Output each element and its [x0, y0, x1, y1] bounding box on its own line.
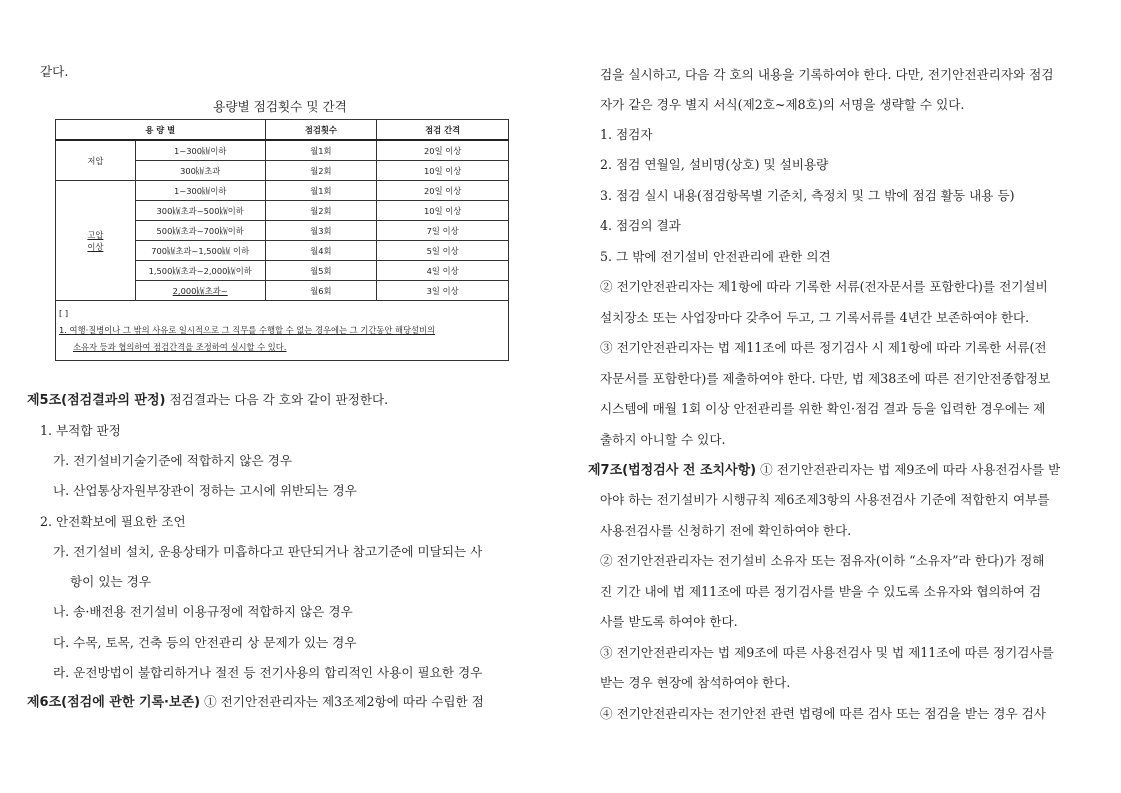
note-bracket: [ ]	[59, 308, 69, 318]
list-item: 4. 점검의 결과	[600, 218, 681, 233]
group-name-line1: 고압	[87, 229, 104, 240]
capacity-cell: 700㎾초과~1,500㎾ 이하	[135, 241, 265, 261]
capacity-cell: 300㎾초과	[135, 161, 265, 181]
list-item: 나. 송·배전용 전기설비 이용규정에 적합하지 않은 경우	[53, 604, 353, 619]
list-item: 가. 전기설비기술기준에 적합하지 않은 경우	[53, 453, 292, 468]
table-row	[56, 140, 509, 161]
list-item: 가. 전기설비 설치, 운용상태가 미흡하다고 판단되거나 참고기준에 미달되는 사	[53, 544, 483, 559]
capacity-cell: 1,500㎾초과~2,000㎾이하	[135, 261, 265, 281]
paragraph-line: 시스템에 매월 1회 이상 안전관리를 위한 확인·점검 결과 등을 입력한 경우에는 제	[600, 401, 1046, 416]
count-cell: 월1회	[265, 181, 377, 201]
interval-cell: 10일 이상	[377, 161, 509, 181]
paragraph-line: ③ 전기안전관리자는 법 제11조에 따른 정기검사 시 제1항에 따라 기록한 서류(전	[600, 340, 1047, 355]
list-item: 3. 점검 실시 내용(점검항목별 기준치, 측정치 및 그 밖에 점검 활동 내용 등)	[600, 188, 1015, 203]
list-item: 라. 운전방법이 불합리하거나 절전 등 전기사용의 합리적인 사용이 필요한 경우	[53, 665, 483, 680]
table-row	[56, 181, 509, 201]
note-line1: 1. 여행·질병이나 그 밖의 사유로 일시적으로 그 직무를 수행할 수 없는 경우에는 그 기간동안 해당설비의	[59, 325, 436, 335]
group-name-line2: 이상	[87, 241, 104, 252]
article-6	[27, 694, 484, 711]
paragraph-line: 사를 받도록 하여야 한다.	[600, 614, 738, 629]
paragraph-line: ② 전기안전관리자는 전기설비 소유자 또는 점유자(이하 “소유자”라 한다)가 정해	[600, 553, 1045, 568]
inspection-table	[55, 119, 509, 361]
continuation-text: 같다.	[40, 64, 69, 79]
paragraph-line: ④ 전기안전관리자는 전기안전 관련 법령에 따른 검사 또는 점검을 받는 경우 검사	[600, 706, 1046, 721]
group-high-voltage	[56, 181, 136, 301]
list-item: 2. 안전확보에 필요한 조언	[40, 514, 186, 529]
count-cell: 월2회	[265, 201, 377, 221]
article-5-title: 제5조(점검결과의 판정)	[27, 393, 166, 408]
header-capacity: 용 량 별	[56, 120, 266, 141]
capacity-cell: 500㎾초과~700㎾이하	[135, 221, 265, 241]
article-5	[27, 392, 388, 409]
paragraph-line: 사용전검사를 신청하기 전에 확인하여야 한다.	[600, 523, 852, 538]
table-note	[56, 301, 509, 361]
table-title: 용량별 점검횟수 및 간격	[213, 99, 347, 114]
capacity-cell: 1~300㎾이하	[135, 140, 265, 161]
article-5-lead: 점검결과는 다음 각 호와 같이 판정한다.	[165, 392, 389, 407]
article-7-lead: ① 전기안전관리자는 법 제9조에 따라 사용전검사를 받	[756, 462, 1061, 477]
interval-cell: 10일 이상	[377, 201, 509, 221]
capacity-cell: 300㎾초과~500㎾이하	[135, 201, 265, 221]
list-item: 1. 부적합 판정	[40, 423, 121, 438]
paragraph-line: 받는 경우 현장에 참석하여야 한다.	[600, 675, 791, 690]
interval-cell: 7일 이상	[377, 221, 509, 241]
interval-cell: 5일 이상	[377, 241, 509, 261]
count-cell: 월4회	[265, 241, 377, 261]
list-item: 5. 그 밖에 전기설비 안전관리에 관한 의견	[600, 249, 831, 264]
table-header-row	[56, 120, 509, 141]
interval-cell: 4일 이상	[377, 261, 509, 281]
article-6-lead: ① 전기안전관리자는 제3조제2항에 따라 수립한 점	[200, 694, 484, 709]
count-cell: 월2회	[265, 161, 377, 181]
list-item-cont: 항이 있는 경우	[70, 574, 151, 589]
paragraph-line: 출하지 아니할 수 있다.	[600, 432, 726, 447]
article-7	[588, 462, 1060, 479]
table-note-row	[56, 301, 509, 361]
capacity-cell: 1~300㎾이하	[135, 181, 265, 201]
list-item: 1. 점검자	[600, 127, 653, 142]
group-low-voltage: 저압	[56, 140, 136, 181]
interval-cell: 3일 이상	[377, 281, 509, 301]
note-line2: 소유자 등과 협의하여 점검간격을 조정하여 실시할 수 있다.	[73, 342, 287, 352]
count-cell: 월1회	[265, 140, 377, 161]
paragraph-line: 자문서를 포함한다)를 제출하여야 한다. 다만, 법 제38조에 따른 전기안전종합정보	[600, 371, 1051, 386]
count-cell: 월6회	[265, 281, 377, 301]
list-item: 다. 수목, 토목, 건축 등의 안전관리 상 문제가 있는 경우	[53, 635, 357, 650]
article-6-title: 제6조(점검에 관한 기록·보존)	[27, 695, 201, 710]
paragraph-line: 설치장소 또는 사업장마다 갖추어 두고, 그 기록서류를 4년간 보존하여야 한다.	[600, 310, 1030, 325]
count-cell: 월3회	[265, 221, 377, 241]
header-interval: 점검 간격	[377, 120, 509, 141]
capacity-cell: 2,000㎾초과~	[135, 281, 265, 301]
interval-cell: 20일 이상	[377, 181, 509, 201]
list-item: 2. 점검 연월일, 설비명(상호) 및 설비용량	[600, 157, 829, 172]
paragraph-line: 검을 실시하고, 다음 각 호의 내용을 기록하여야 한다. 다만, 전기안전관리자와 점검	[600, 67, 1054, 82]
paragraph-line: ③ 전기안전관리자는 법 제9조에 따른 사용전검사 및 법 제11조에 따른 정기검사를	[600, 645, 1054, 660]
count-cell: 월5회	[265, 261, 377, 281]
header-count: 점검횟수	[265, 120, 377, 141]
article-7-title: 제7조(법정검사 전 조치사항)	[588, 463, 757, 478]
paragraph-line: 자가 같은 경우 별지 서식(제2호~제8호)의 서명을 생략할 수 있다.	[600, 97, 965, 112]
list-item: 나. 산업통상자원부장관이 정하는 고시에 위반되는 경우	[53, 483, 357, 498]
paragraph-line: 진 기간 내에 법 제11조에 따른 정기검사를 받을 수 있도록 소유자와 협의하여 검	[600, 584, 1042, 599]
interval-cell: 20일 이상	[377, 140, 509, 161]
paragraph-line: 아야 하는 전기설비가 시행규칙 제6조제3항의 사용전검사 기준에 적합한지 여부를	[600, 492, 1050, 507]
paragraph-line: ② 전기안전관리자는 제1항에 따라 기록한 서류(전자문서를 포함한다)를 전기설비	[600, 279, 1048, 294]
